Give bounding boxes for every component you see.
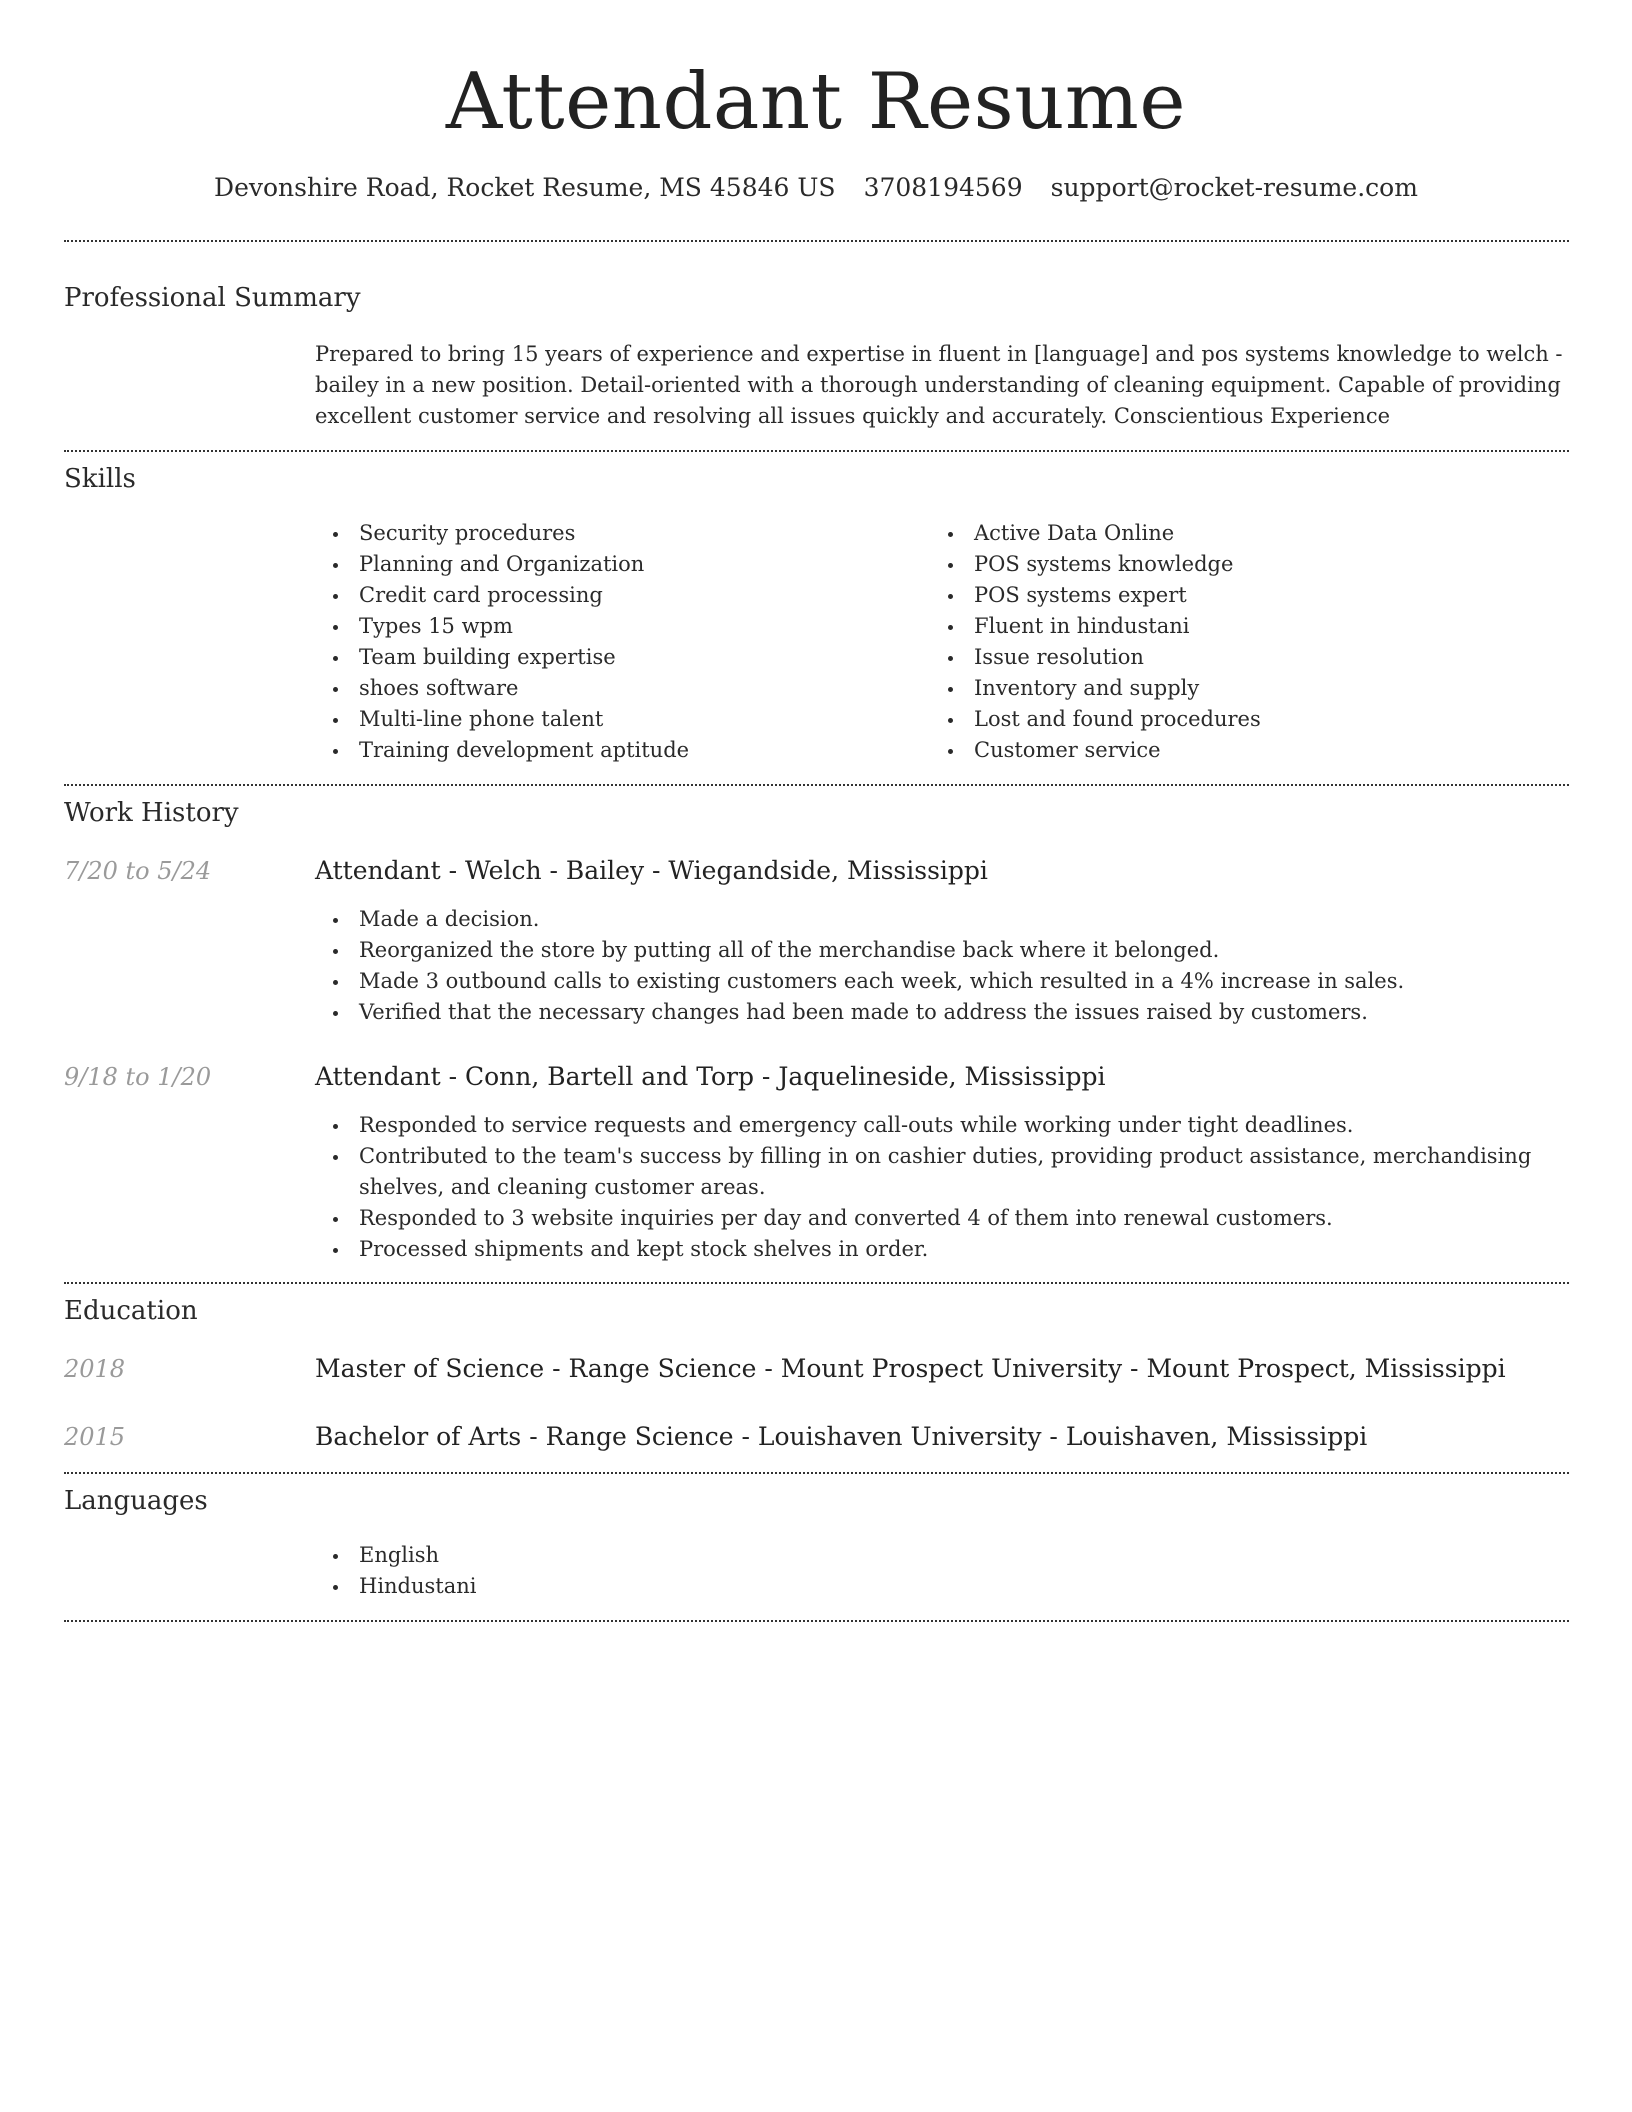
section-title-summary: Professional Summary <box>64 283 361 313</box>
skill-item: Issue resolution <box>930 642 1530 673</box>
skill-item: Security procedures <box>315 518 915 549</box>
divider <box>64 784 1569 786</box>
education-degree: Bachelor of Arts - Range Science - Louishaven University - Louishaven, Mississippi <box>315 1422 1368 1451</box>
divider <box>64 450 1569 452</box>
skill-item: Team building expertise <box>315 642 915 673</box>
divider <box>64 1620 1569 1622</box>
job-dates: 7/20 to 5/24 <box>64 857 212 885</box>
job-bullet: Contributed to the team's success by filling in on cashier duties, providing product assistance, merchandising shelves, and cleaning customer areas. <box>315 1141 1569 1203</box>
skill-item: Types 15 wpm <box>315 611 915 642</box>
skill-item: Active Data Online <box>930 518 1530 549</box>
section-title-skills: Skills <box>64 464 136 494</box>
contact-phone: 3708194569 <box>863 173 1023 202</box>
job-bullet: Made 3 outbound calls to existing customers each week, which resulted in a 4% increase in sales. <box>315 966 1569 997</box>
skill-item: Credit card processing <box>315 580 915 611</box>
skill-item: Lost and found procedures <box>930 704 1530 735</box>
education-year: 2018 <box>64 1355 126 1383</box>
job-bullets <box>315 904 1569 1028</box>
education-degree: Master of Science - Range Science - Mount Prospect University - Mount Prospect, Mississippi <box>315 1354 1506 1383</box>
job-title: Attendant - Conn, Bartell and Torp - Jaquelineside, Mississippi <box>315 1062 1106 1091</box>
job-bullets <box>315 1110 1569 1265</box>
contact-line <box>0 170 1632 206</box>
language-item: Hindustani <box>315 1571 915 1602</box>
education-year: 2015 <box>64 1423 126 1451</box>
divider <box>64 1282 1569 1284</box>
summary-text: Prepared to bring 15 years of experience and expertise in fluent in [language] and pos systems knowledge to welch - bailey in a new position. Detail-oriented with a thorough understanding of cleaning equipment. Capable of providing excellent customer service and resolving all issues quickly and accurately. Conscientious Experience <box>315 342 1563 428</box>
skill-item: Planning and Organization <box>315 549 915 580</box>
divider <box>64 240 1569 242</box>
job-bullet: Reorganized the store by putting all of the merchandise back where it belonged. <box>315 935 1569 966</box>
divider <box>64 1472 1569 1474</box>
skill-item: POS systems knowledge <box>930 549 1530 580</box>
languages-list <box>315 1540 915 1602</box>
skill-item: Fluent in hindustani <box>930 611 1530 642</box>
skill-item: POS systems expert <box>930 580 1530 611</box>
job-bullet: Processed shipments and kept stock shelves in order. <box>315 1234 1569 1265</box>
resume-title: Attendant Resume <box>445 57 1187 147</box>
job-title: Attendant - Welch - Bailey - Wiegandside, Mississippi <box>315 856 988 885</box>
skills-list-left <box>315 518 915 766</box>
skill-item: Customer service <box>930 735 1530 766</box>
language-item: English <box>315 1540 915 1571</box>
job-dates: 9/18 to 1/20 <box>64 1063 212 1091</box>
skill-item: Multi-line phone talent <box>315 704 915 735</box>
contact-address: Devonshire Road, Rocket Resume, MS 45846 US <box>214 173 836 202</box>
section-title-education: Education <box>64 1296 198 1326</box>
section-title-languages: Languages <box>64 1486 208 1516</box>
skills-list-right <box>930 518 1530 766</box>
skill-item: Inventory and supply <box>930 673 1530 704</box>
contact-email: support@rocket-resume.com <box>1050 173 1418 202</box>
job-bullet: Responded to service requests and emergency call-outs while working under tight deadlines. <box>315 1110 1569 1141</box>
skill-item: shoes software <box>315 673 915 704</box>
section-title-work: Work History <box>64 798 239 828</box>
job-bullet: Made a decision. <box>315 904 1569 935</box>
job-bullet: Verified that the necessary changes had been made to address the issues raised by customers. <box>315 997 1569 1028</box>
skill-item: Training development aptitude <box>315 735 915 766</box>
job-bullet: Responded to 3 website inquiries per day and converted 4 of them into renewal customers. <box>315 1203 1569 1234</box>
